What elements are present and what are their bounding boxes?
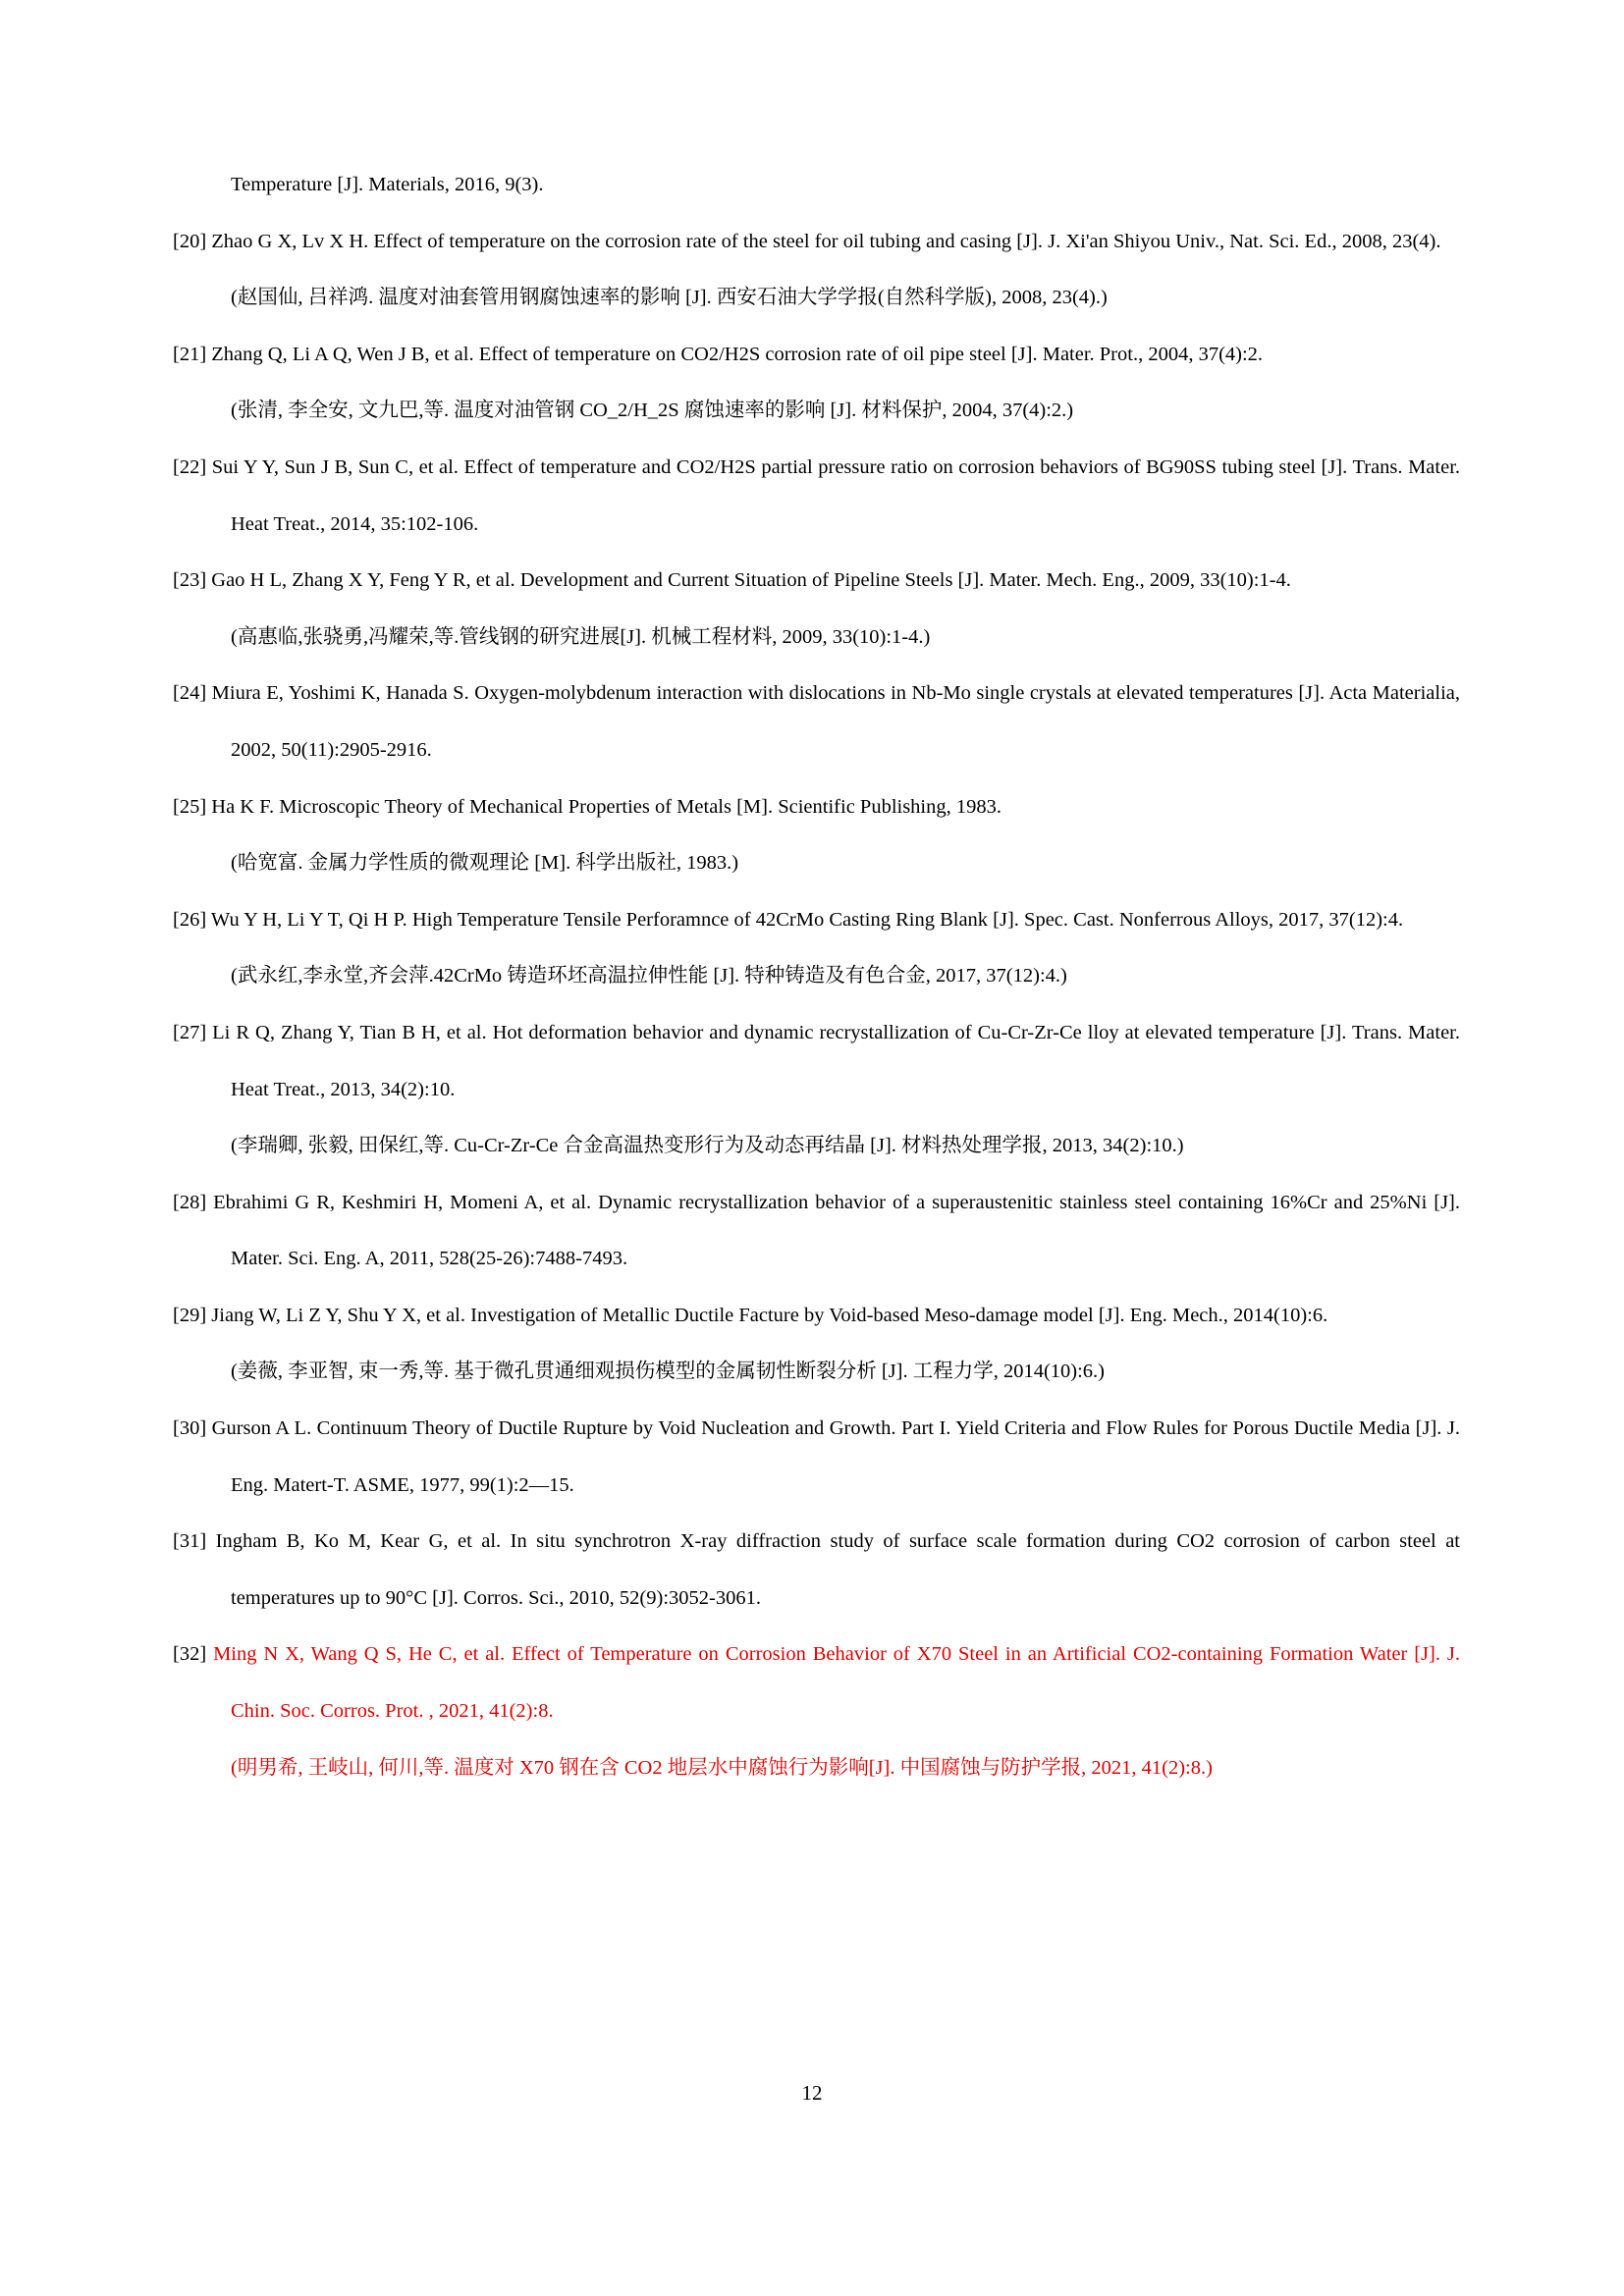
reference-text: Eng. Matert-T. ASME, 1977, 99(1):2—15. <box>231 1473 574 1496</box>
reference-text: Heat Treat., 2014, 35:102-106. <box>231 512 479 535</box>
reference-line <box>173 1175 1460 1232</box>
reference-number: [30] <box>173 1417 207 1440</box>
reference-line <box>173 1627 1460 1683</box>
reference-line <box>173 553 1460 610</box>
reference-text: Ha K F. Microscopic Theory of Mechanical Properties of Metals [M]. Scientific Publishing, 1983. <box>211 795 1002 818</box>
reference-line <box>173 666 1460 722</box>
reference-text: Wu Y H, Li Y T, Qi H P. High Temperature Tensile Perforamnce of 42CrMo Casting Ring Blank [J]. Spec. Cast. Nonferrous Alloys, 2017, 37(12):4. <box>210 908 1404 931</box>
reference-entry <box>173 1005 1460 1175</box>
reference-number: [21] <box>173 343 207 365</box>
reference-line <box>173 214 1460 271</box>
reference-text: Jiang W, Li Z Y, Shu Y X, et al. Investigation of Metallic Ductile Facture by Void-based Meso-damage model [J]. Eng. Mech., 2014(10):6. <box>211 1304 1328 1326</box>
reference-line <box>173 383 1460 440</box>
reference-text: Ebrahimi G R, Keshmiri H, Momeni A, et al. Dynamic recrystallization behavior of a superaustenitic stainless steel containing 16%Cr and 25%Ni [J]. <box>213 1191 1460 1213</box>
reference-entry <box>173 440 1460 553</box>
reference-text: (姜薇, 李亚智, 束一秀,等. 基于微孔贯通细观损伤模型的金属韧性断裂分析 [J]. 工程力学, 2014(10):6.) <box>231 1361 1106 1383</box>
reference-text: Chin. Soc. Corros. Prot. , 2021, 41(2):8. <box>231 1700 554 1723</box>
reference-entry <box>173 779 1460 892</box>
reference-entry <box>173 553 1460 666</box>
reference-line <box>173 1231 1460 1288</box>
reference-text: (李瑞卿, 张毅, 田保红,等. Cu-Cr-Zr-Ce 合金高温热变形行为及动态再结晶 [J]. 材料热处理学报, 2013, 34(2):10.) <box>231 1135 1184 1157</box>
reference-text: (高惠临,张骁勇,冯耀荣,等.管线钢的研究进展[J]. 机械工程材料, 2009, 33(10):1-4.) <box>231 625 931 648</box>
reference-number: [26] <box>173 908 207 931</box>
reference-text: Sui Y Y, Sun J B, Sun C, et al. Effect of temperature and CO2/H2S partial pressure ratio on corrosion behaviors of BG90SS tubing steel [J]. Trans. Mater. <box>211 455 1461 478</box>
reference-line <box>173 1344 1460 1401</box>
reference-text: Zhang Q, Li A Q, Wen J B, et al. Effect of temperature on CO2/H2S corrosion rate of oil pipe steel [J]. Mater. Prot., 2004, 37(4):2. <box>211 343 1264 365</box>
reference-number: [25] <box>173 795 207 818</box>
reference-line <box>173 327 1460 384</box>
reference-line <box>173 157 1460 214</box>
reference-entry <box>173 666 1460 778</box>
reference-text: Li R Q, Zhang Y, Tian B H, et al. Hot deformation behavior and dynamic recrystallization of Cu-Cr-Zr-Ce lloy at elevated temperature [J]. Trans. Mater. <box>212 1021 1461 1043</box>
reference-text: (武永红,李永堂,齐会萍.42CrMo 铸造环坯高温拉伸性能 [J]. 特种铸造及有色合金, 2017, 37(12):4.) <box>231 965 1067 988</box>
reference-line <box>173 440 1460 497</box>
reference-text: 2002, 50(11):2905-2916. <box>231 738 432 761</box>
reference-line <box>173 1062 1460 1119</box>
reference-line <box>173 497 1460 554</box>
reference-line <box>173 1514 1460 1571</box>
reference-entry <box>173 157 1460 214</box>
reference-number: [32] <box>173 1643 207 1666</box>
reference-entry <box>173 1401 1460 1514</box>
reference-number: [20] <box>173 230 207 252</box>
reference-line <box>173 1458 1460 1515</box>
reference-entry <box>173 214 1460 327</box>
reference-entry <box>173 1514 1460 1627</box>
reference-number: [31] <box>173 1530 207 1553</box>
reference-line <box>173 1740 1460 1797</box>
reference-text: (明男希, 王岐山, 何川,等. 温度对 X70 钢在含 CO2 地层水中腐蚀行为影响[J]. 中国腐蚀与防护学报, 2021, 41(2):8.) <box>231 1756 1213 1779</box>
reference-text: Temperature [J]. Materials, 2016, 9(3). <box>231 174 544 195</box>
reference-entry <box>173 892 1460 1005</box>
reference-line <box>173 1571 1460 1628</box>
reference-line <box>173 1401 1460 1458</box>
references-list <box>173 157 1460 1796</box>
reference-text: Gurson A L. Continuum Theory of Ductile Rupture by Void Nucleation and Growth. Part I. Yield Criteria and Flow Rules for Porous Ductile Media [J]. J. <box>211 1417 1460 1440</box>
reference-line <box>173 779 1460 836</box>
reference-text: Gao H L, Zhang X Y, Feng Y R, et al. Development and Current Situation of Pipeline Steels [J]. Mater. Mech. Eng., 2009, 33(10):1-4. <box>211 569 1291 592</box>
reference-text: temperatures up to 90°C [J]. Corros. Sci., 2010, 52(9):3052-3061. <box>231 1586 761 1609</box>
reference-number: [28] <box>173 1191 207 1213</box>
reference-line <box>173 1005 1460 1062</box>
reference-text: (哈宽富. 金属力学性质的微观理论 [M]. 科学出版社, 1983.) <box>231 852 739 875</box>
reference-entry <box>173 1288 1460 1401</box>
reference-number: [24] <box>173 682 207 705</box>
reference-text: Heat Treat., 2013, 34(2):10. <box>231 1078 456 1100</box>
reference-text: (张清, 李全安, 文九巴,等. 温度对油管钢 CO_2/H_2S 腐蚀速率的影响 [J]. 材料保护, 2004, 37(4):2.) <box>231 400 1074 422</box>
reference-number: [22] <box>173 455 207 478</box>
reference-number: [27] <box>173 1021 207 1043</box>
reference-text: Mater. Sci. Eng. A, 2011, 528(25-26):7488-7493. <box>231 1248 628 1270</box>
reference-number: [29] <box>173 1304 207 1326</box>
reference-line <box>173 892 1460 949</box>
page-number: 12 <box>801 2081 823 2105</box>
reference-line <box>173 1288 1460 1345</box>
reference-line <box>173 722 1460 779</box>
reference-text: Zhao G X, Lv X H. Effect of temperature on the corrosion rate of the steel for oil tubing and casing [J]. J. Xi'an Shiyou Univ., Nat. Sci. Ed., 2008, 23(4). <box>211 230 1441 252</box>
reference-entry <box>173 1627 1460 1796</box>
reference-line <box>173 948 1460 1005</box>
reference-line <box>173 270 1460 327</box>
reference-line <box>173 835 1460 892</box>
reference-line <box>173 1683 1460 1740</box>
reference-text: Ming N X, Wang Q S, He C, et al. Effect of Temperature on Corrosion Behavior of X70 Steel in an Artificial CO2-containing Formation Water [J]. J. <box>213 1643 1460 1666</box>
reference-text: Ingham B, Ko M, Kear G, et al. In situ synchrotron X-ray diffraction study of surface scale formation during CO2 corrosion of carbon steel at <box>215 1530 1460 1553</box>
reference-text: Miura E, Yoshimi K, Hanada S. Oxygen-molybdenum interaction with dislocations in Nb-Mo single crystals at elevated temperatures [J]. Acta Materialia, <box>211 682 1460 705</box>
reference-number: [23] <box>173 569 207 592</box>
reference-entry <box>173 327 1460 440</box>
reference-text: (赵国仙, 吕祥鸿. 温度对油套管用钢腐蚀速率的影响 [J]. 西安石油大学学报(自然科学版), 2008, 23(4).) <box>231 287 1108 309</box>
reference-line <box>173 1118 1460 1175</box>
reference-entry <box>173 1175 1460 1288</box>
reference-line <box>173 610 1460 667</box>
